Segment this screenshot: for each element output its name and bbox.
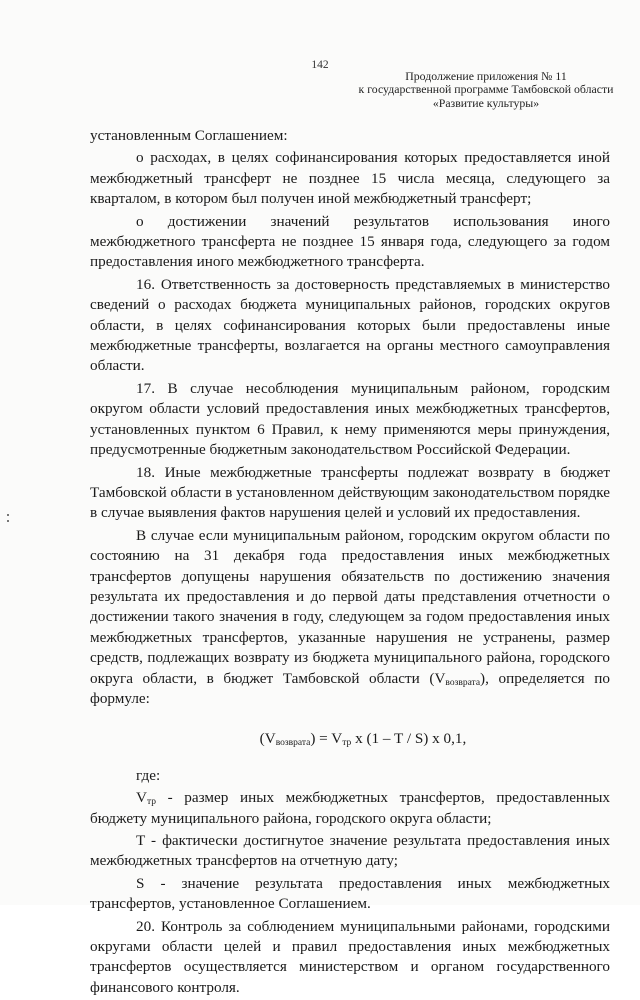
paragraph-return-conditions: В случае если муниципальным районом, городским округом области по состоянию на 31 декабря года предоставления иных межбюджетных трансфертов допущены нарушения обязательств по достижению значения результата их предоставления и до первой даты представления отчетности о достижении такого значения в году, следующем за годом предоставления иных межбюджетных трансфертов, указанные нарушения не устранены, размер средств, подлежащих возврату из бюджета муниципального района, городского округа области, в бюджет Тамбовской области $(V_{возврата})$, определяется по формуле: [90, 526, 610, 707]
scan-margin-mark [7, 514, 9, 516]
appendix-header-line-2: к государственной программе Тамбовской области [358, 82, 614, 97]
paragraph-expenses-report: о расходах, в целях софинансирования которых предоставляется иной межбюджетный трансферт не позднее 15 числа месяца, следующего за кварталом, в котором был получен иной межбюджетный трансферт; [90, 149, 610, 208]
paragraph-17: 17. В случае несоблюдения муниципальным районом, городским округом области условий предоставления иных межбюджетных трансфертов, установленных пунктом 6 Правил, к нему применяются меры принуждения, предусмотренные бюджетным законодательством Российской Федерации. [90, 379, 610, 459]
appendix-header-line-1: Продолжение приложения № 11 [405, 69, 567, 83]
paragraph-16: 16. Ответственность за достоверность представляемых в министерство сведений о расходах бюджета муниципальных районов, городских округов области, в целях софинансирования которых были предоставлены иные межбюджетные трансферты, возлагается на органы местного самоуправления области. [90, 275, 610, 375]
page-number: 142 [311, 59, 329, 71]
paragraph-results-report: о достижении значений результатов использования иного межбюджетного трансферта не позднее 15 января года, следующего за годом предоставления иного межбюджетного трансферта. [90, 212, 610, 271]
subscript-return: возврата [445, 677, 481, 688]
legend-v-tr: $V_{тр}$ - размер иных межбюджетных трансфертов, предоставленных бюджету муниципального района, городского округа области; [90, 789, 610, 827]
paragraph-continuation: установленным Соглашением: [90, 127, 288, 144]
paragraph-20: 20. Контроль за соблюдением муниципальными районами, городскими округами области целей и правил предоставления иных межбюджетных трансфертов осуществляется министерством и органом государственного финансового контроля. [90, 917, 610, 996]
return-formula: $(V_{возврата}) = V_{тр}$ x (1 – T / S) x 0,1, [259, 730, 467, 749]
legend-t: T - фактически достигнутое значение результата предоставления иных межбюджетных трансфертов на отчетную дату; [90, 832, 610, 870]
legend-s: S - значение результата предоставления иных межбюджетных трансфертов, установленное Соглашением. [90, 874, 610, 913]
scan-margin-mark [7, 520, 9, 522]
document-body [90, 126, 610, 1000]
appendix-header [355, 70, 617, 110]
paragraph-18: 18. Иные межбюджетные трансферты подлежат возврату в бюджет Тамбовской области в установленном действующим законодательством порядке в случае выявления фактов нарушения целей и условий их предоставления. [90, 463, 610, 522]
formula-legend-intro: где: [136, 766, 161, 784]
appendix-header-line-3: «Развитие культуры» [432, 95, 540, 110]
